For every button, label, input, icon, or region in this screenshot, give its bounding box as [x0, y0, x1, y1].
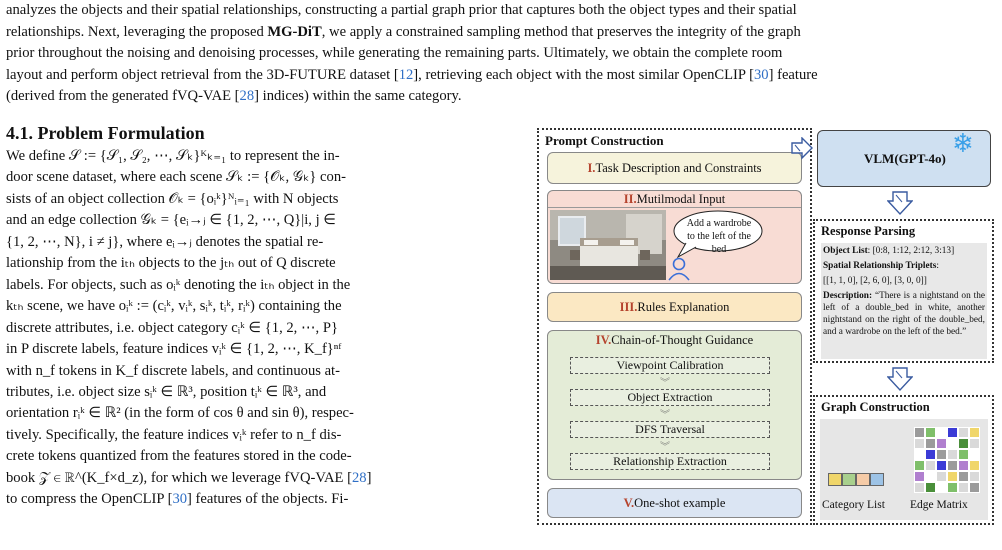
chevron-down-icon: ︾: [660, 410, 670, 421]
edge-matrix-cell: [947, 427, 958, 438]
body-line: We define 𝒮 := {𝒮₁, 𝒮₂, ⋯, 𝒮ₖ}ᴷₖ₌₁ to represent the in-: [6, 148, 340, 164]
edge-matrix-cell: [947, 438, 958, 449]
edge-matrix-cell: [958, 449, 969, 460]
body-line: orientation rᵢᵏ ∈ ℝ² (in the form of cos θ and sin θ), respec-: [6, 405, 354, 422]
body-line: tributes, i.e. object size sᵢᵏ ∈ ℝ³, position tᵢᵏ ∈ ℝ³, and: [6, 383, 327, 400]
edge-matrix-cell: [936, 471, 947, 482]
response-parsing-panel: [813, 219, 994, 363]
body-line: in P discrete labels, feature indices vᵢᵏ ∈ {1, 2, ⋯, K_f}ⁿᶠ: [6, 341, 342, 358]
edge-matrix-cell: [925, 482, 936, 493]
section-one-shot-example: V.One-shot example: [547, 488, 802, 518]
body-line: door scene dataset, where each scene 𝒮ₖ := {𝒪ₖ, 𝒢ₖ} con-: [6, 169, 346, 186]
edge-matrix-cell: [936, 438, 947, 449]
object-list: Object List: [0:8, 1:12, 2:12, 3:13]: [823, 246, 955, 256]
intro-paragraph: [6, 0, 996, 108]
chevron-down-icon: ︾: [660, 378, 670, 389]
arrow-down-icon: [887, 366, 913, 392]
body-line: and an edge collection 𝒢ₖ = {eᵢ→ⱼ ∈ {1, 2, ⋯, Q}|i, j ∈: [6, 212, 336, 229]
cot-step-object-extraction: Object Extraction: [570, 389, 770, 406]
edge-matrix-cell: [914, 471, 925, 482]
body-line: discrete attributes, i.e. object category cᵢᵏ ∈ {1, 2, ⋯, P}: [6, 319, 338, 336]
graph-construction-panel: [813, 395, 994, 525]
edge-matrix-cell: [958, 438, 969, 449]
section-heading: 4.1. Problem Formulation: [6, 123, 205, 143]
edge-matrix-cell: [969, 449, 980, 460]
arrow-right-icon: [790, 137, 814, 161]
intro-line: relationships. Next, leveraging the proposed MG-DiT, we apply a constrained sampling method that preserves the integrity of the graph: [6, 23, 801, 40]
edge-matrix-cell: [925, 449, 936, 460]
arrow-down-icon: [887, 190, 913, 216]
category-list-label: Category List: [822, 499, 885, 511]
triplets-label: Spatial Relationship Triplets:: [823, 261, 939, 271]
edge-matrix-cell: [914, 482, 925, 493]
edge-matrix-cell: [925, 438, 936, 449]
intro-line: layout and perform object retrieval from the 3D-FUTURE dataset [12], retrieving each object with the most similar OpenCLIP [30] feature: [6, 66, 818, 83]
edge-matrix-cell: [936, 482, 947, 493]
edge-matrix-cell: [958, 471, 969, 482]
prompt-construction-panel: [537, 128, 812, 525]
edge-matrix-cell: [925, 427, 936, 438]
intro-line: (derived from the generated fVQ-VAE [28] indices) within the same category.: [6, 88, 462, 105]
edge-matrix-cell: [947, 449, 958, 460]
response-parsing-title: Response Parsing: [821, 224, 916, 238]
edge-matrix-cell: [969, 438, 980, 449]
prompt-construction-title: Prompt Construction: [545, 133, 664, 148]
cot-step-dfs-traversal: DFS Traversal: [570, 421, 770, 438]
citation-link[interactable]: 30: [172, 491, 188, 508]
edge-matrix-cell: [958, 427, 969, 438]
graph-construction-title: Graph Construction: [821, 400, 930, 414]
intro-line: analyzes the objects and their spatial relationships, constructing a partial graph prior that captures both the object types and their spatial: [6, 2, 797, 18]
triplets-value: [[1, 1, 0], [2, 6, 0], [3, 0, 0]]: [823, 276, 927, 286]
edge-matrix-cell: [958, 460, 969, 471]
citation-link[interactable]: 12: [398, 66, 414, 83]
edge-matrix: [914, 427, 980, 493]
edge-matrix-cell: [936, 449, 947, 460]
description: Description: “There is a nightstand on the left of a double_bed in white, another nightstand on the right of the double_bed, and a wardrobe on the left of the bed.”: [823, 291, 985, 337]
edge-matrix-cell: [914, 460, 925, 471]
body-line: crete tokens quantized from the features stored in the code-: [6, 448, 352, 465]
mg-dit-term: MG-DiT: [267, 23, 322, 40]
edge-matrix-cell: [914, 449, 925, 460]
vlm-label: VLM(GPT-4o): [864, 151, 946, 166]
section-task-description: I.Task Description and Constraints: [547, 152, 802, 184]
edge-matrix-label: Edge Matrix: [910, 499, 968, 511]
citation-link[interactable]: 28: [239, 88, 255, 105]
body-line: lationship from the iₜₕ objects to the jₜₕ out of Q discrete: [6, 255, 336, 272]
edge-matrix-cell: [947, 482, 958, 493]
chevron-down-icon: ︾: [660, 442, 670, 453]
edge-matrix-cell: [936, 460, 947, 471]
section-chain-of-thought: IV.Chain-of-Thought Guidance Viewpoint Calibration ︾ Object Extraction ︾ DFS Traversal ︾ Relationship Extraction: [547, 330, 802, 480]
intro-line: prior throughout the noising and denoising processes, while generating the remaining parts. Ultimately, we obtain the complete room: [6, 45, 783, 62]
category-list-bar: [828, 473, 884, 486]
edge-matrix-cell: [914, 427, 925, 438]
response-content: [821, 243, 987, 359]
edge-matrix-cell: [969, 427, 980, 438]
edge-matrix-cell: [914, 438, 925, 449]
edge-matrix-cell: [936, 427, 947, 438]
edge-matrix-cell: [969, 471, 980, 482]
snowflake-icon: ❄: [952, 129, 974, 158]
cot-step-viewpoint-calibration: Viewpoint Calibration: [570, 357, 770, 374]
body-line: to compress the OpenCLIP [30] features of the objects. Fi-: [6, 491, 349, 508]
body-line: kₜₕ scene, we have oᵢᵏ := (cᵢᵏ, vᵢᵏ, sᵢᵏ, tᵢᵏ, rᵢᵏ) containing the: [6, 298, 342, 315]
edge-matrix-cell: [969, 482, 980, 493]
section-rules-explanation: III.Rules Explanation: [547, 292, 802, 322]
user-icon: [666, 257, 692, 281]
edge-matrix-cell: [969, 460, 980, 471]
speech-bubble-text: Add a wardrobe to the left of the bed: [686, 218, 752, 255]
edge-matrix-cell: [947, 471, 958, 482]
edge-matrix-cell: [958, 482, 969, 493]
edge-matrix-cell: [925, 471, 936, 482]
problem-formulation-text: [6, 146, 534, 511]
body-line: tively. Specifically, the feature indices vᵢᵏ refer to n_f dis-: [6, 426, 342, 443]
cot-step-relationship-extraction: Relationship Extraction: [570, 453, 770, 470]
bedroom-image: [550, 210, 666, 280]
citation-link[interactable]: 30: [753, 66, 769, 83]
body-line: labels. For objects, such as oᵢᵏ denoting the iₜₕ object in the: [6, 276, 351, 293]
vlm-box: [817, 130, 991, 187]
body-line: {1, 2, ⋯, N}, i ≠ j}, where eᵢ→ⱼ denotes the spatial re-: [6, 233, 324, 250]
body-line: book 𝒵 ∈ ℝ^(K_f×d_z), for which we leverage fVQ-VAE [28]: [6, 469, 372, 486]
body-line: sists of an object collection 𝒪ₖ = {oᵢᵏ}ᴺᵢ₌₁ with N objects: [6, 190, 339, 207]
section-multimodal-input: II.Mutilmodal Input Add a wardrobe to the left of the bed: [547, 190, 802, 284]
edge-matrix-cell: [925, 460, 936, 471]
graph-content: [820, 419, 988, 520]
body-line: with n_f tokens in K_f discrete labels, and continuous at-: [6, 362, 340, 379]
citation-link[interactable]: 28: [351, 469, 367, 486]
edge-matrix-cell: [947, 460, 958, 471]
